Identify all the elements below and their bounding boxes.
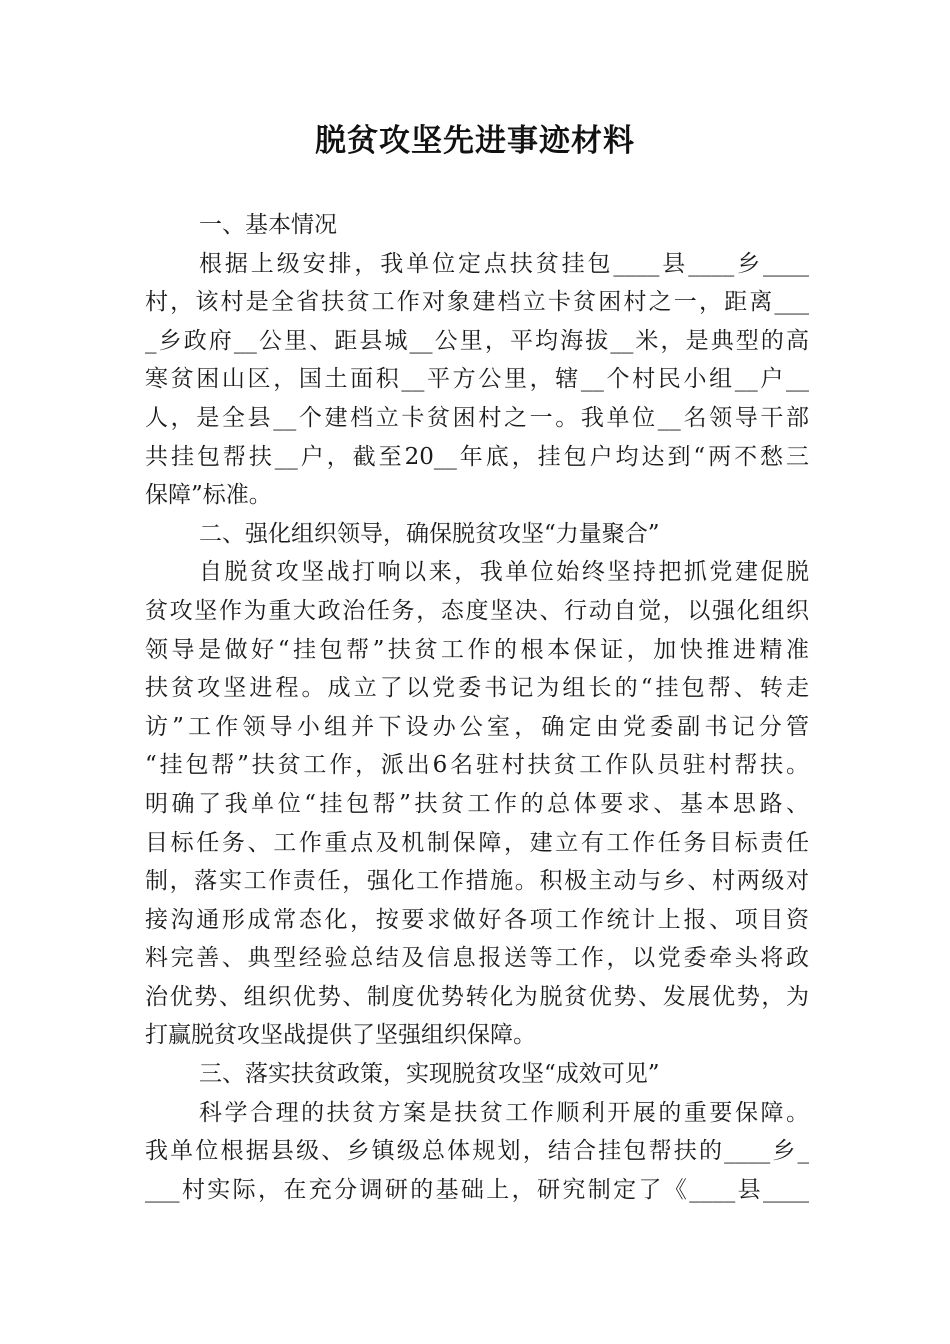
text-line: 科学合理的扶贫方案是扶贫工作顺利开展的重要保障。 [199,1099,809,1126]
text-line: 明确了我单位“挂包帮”扶贫工作的总体要求、基本思路、 [145,790,809,817]
text-line: 共挂包帮扶__户，截至20__年底，挂包户均达到“两不愁三 [145,443,809,470]
text-line: 人，是全县__个建档立卡贫困村之一。我单位__名领导干部 [145,404,809,431]
text-line: 三、落实扶贫政策，实现脱贫攻坚“成效可见” [199,1061,660,1088]
text-line: 我单位根据县级、乡镇级总体规划，结合挂包帮扶的____乡_ [145,1138,809,1165]
text-line: 料完善、典型经验总结及信息报送等工作，以党委牵头将政 [145,945,809,972]
text-line: 一、基本情况 [199,212,337,238]
text-line: 保障”标准。 [145,482,272,509]
document-body [145,206,809,1209]
text-line: 目标任务、工作重点及机制保障，建立有工作任务目标责任 [145,829,809,856]
text-line: ___村实际，在充分调研的基础上，研究制定了《____县____ [145,1176,809,1203]
text-line: 扶贫攻坚进程。成立了以党委书记为组长的“挂包帮、转走 [145,675,809,702]
text-line: 制，落实工作责任，强化工作措施。积极主动与乡、村两级对 [145,868,809,895]
text-line: 根据上级安排，我单位定点扶贫挂包____县____乡____ [199,250,809,277]
text-line: 二、强化组织领导，确保脱贫攻坚“力量聚合” [199,520,660,547]
text-line: 领导是做好“挂包帮”扶贫工作的根本保证，加快推进精准 [145,636,809,663]
text-line: “挂包帮”扶贫工作，派出6名驻村扶贫工作队员驻村帮扶。 [145,752,809,779]
text-line: 治优势、组织优势、制度优势转化为脱贫优势、发展优势，为 [145,983,809,1010]
text-line: _乡政府__公里、距县城__公里，平均海拔__米，是典型的高 [145,327,809,354]
text-line: 贫攻坚作为重大政治任务，态度坚决、行动自觉，以强化组织 [145,597,809,624]
text-line: 自脱贫攻坚战打响以来，我单位始终坚持把抓党建促脱 [199,559,809,586]
document-title: 脱贫攻坚先进事迹材料 [315,123,635,159]
text-line: 访”工作领导小组并下设办公室，确定由党委副书记分管 [145,713,809,740]
text-line: 寒贫困山区，国土面积__平方公里，辖__个村民小组__户__ [145,366,809,393]
text-line: 接沟通形成常态化，按要求做好各项工作统计上报、项目资 [145,906,809,933]
text-line: 打赢脱贫攻坚战提供了坚强组织保障。 [145,1022,536,1049]
text-line: 村，该村是全省扶贫工作对象建档立卡贫困村之一，距离___ [145,289,809,316]
